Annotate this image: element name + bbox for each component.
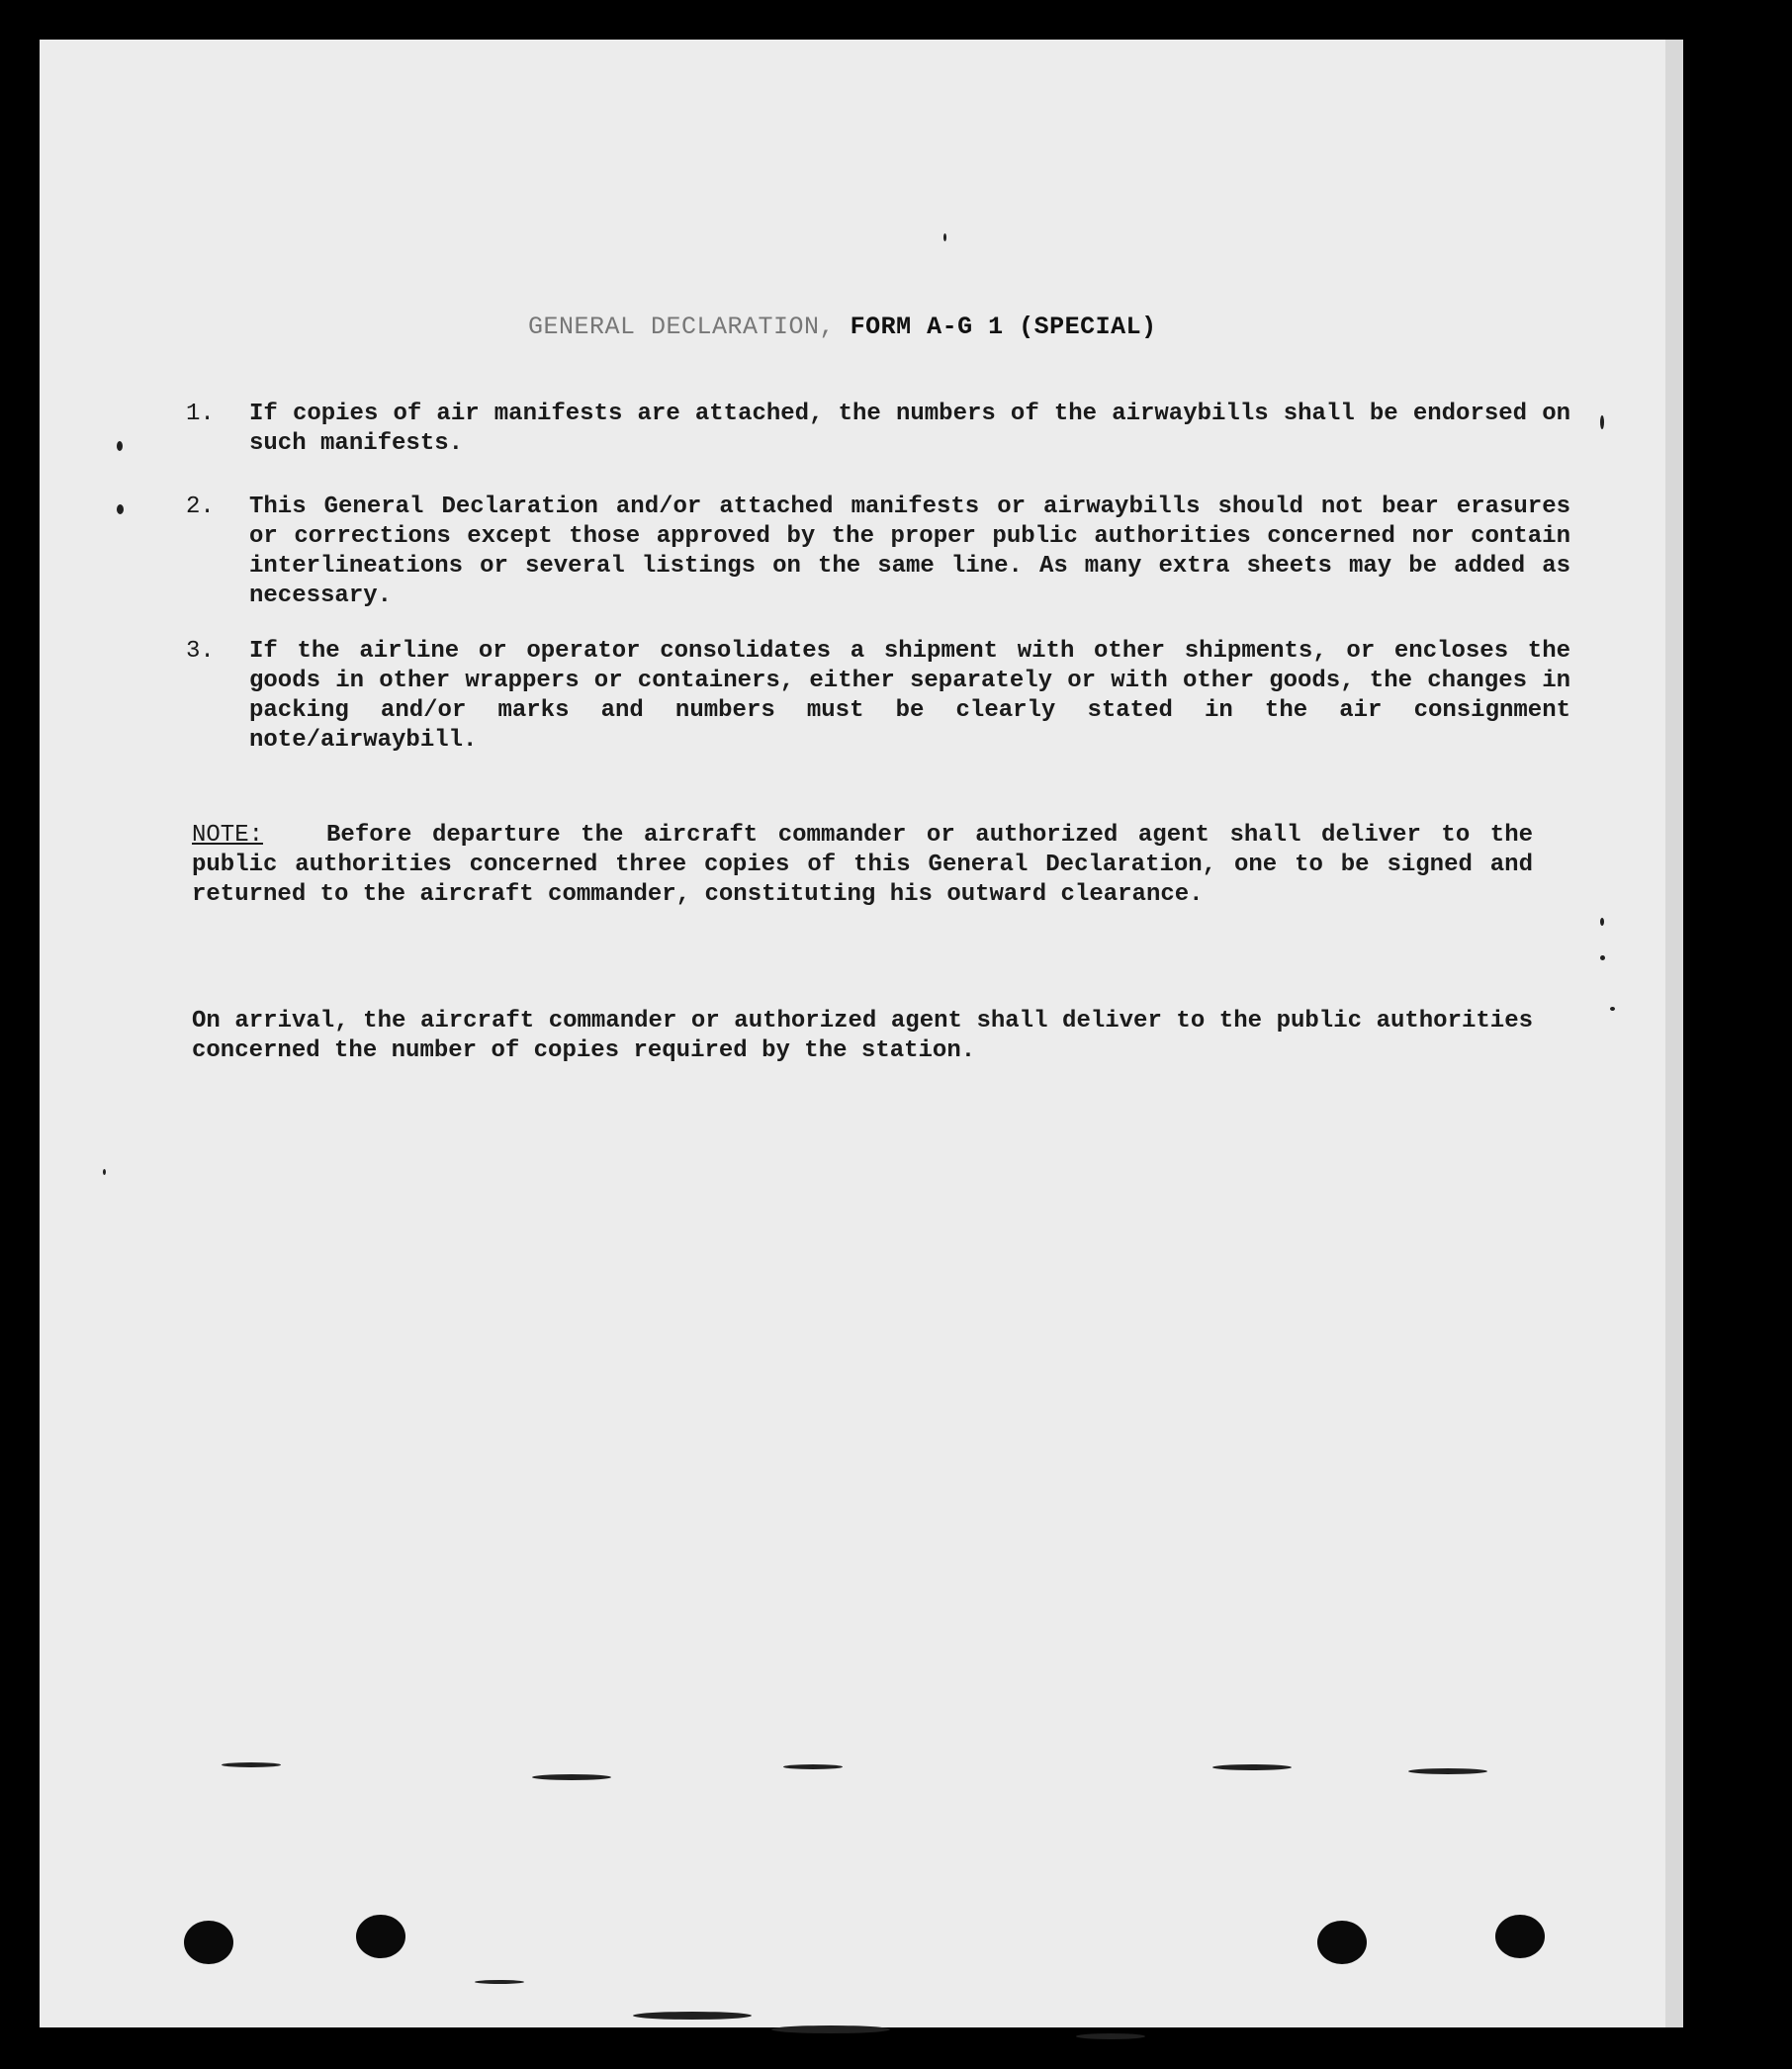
note-paragraph [192, 821, 1533, 910]
item-text: If the airline or operator consolidates a shipment with other shipments, or encloses the goods in other wrappers or containers, either separately or with other goods, the changes in packing and/or marks and numbers must be clearly stated in the air consignment note/airwaybill. [249, 638, 1570, 754]
document-page [40, 40, 1683, 2027]
speck-mark [1600, 415, 1604, 429]
punch-hole [184, 1921, 233, 1964]
punch-hole [1495, 1915, 1545, 1958]
speck-mark [1600, 918, 1604, 926]
speck-mark [117, 504, 124, 514]
speck-mark [1600, 955, 1605, 960]
item-number: 3. [186, 638, 215, 665]
speck-mark [943, 233, 946, 241]
instruction-item-3 [186, 637, 1570, 756]
punch-hole [1317, 1921, 1367, 1964]
item-text: If copies of air manifests are attached, the numbers of the airwaybills shall be endorsed on such manifests. [249, 401, 1570, 457]
speck-mark [1408, 1768, 1487, 1774]
note-text: Before departure the aircraft commander or authorized agent shall deliver to the public authorities concerned three copies of this General Declaration, one to be signed and returned to the aircraft commander, constituting his outward clearance. [192, 822, 1533, 908]
speck-mark [633, 2012, 752, 2020]
speck-mark [117, 441, 123, 451]
speck-mark [783, 1764, 843, 1769]
speck-mark [1076, 2033, 1145, 2039]
item-number: 1. [186, 401, 215, 427]
note-label: NOTE: [192, 822, 264, 849]
speck-mark [1610, 1007, 1615, 1011]
document-title [528, 313, 1157, 341]
speck-mark [103, 1169, 106, 1175]
item-number: 2. [186, 494, 215, 520]
item-text: This General Declaration and/or attached manifests or airwaybills should not bear erasures or corrections except those approved by the proper public authorities concerned nor contain interlineations or several listings on the same line. As many extra sheets may be added as necessary. [249, 494, 1570, 609]
speck-mark [771, 2025, 890, 2033]
title-faint: GENERAL DECLARATION, [528, 313, 836, 341]
instruction-item-2 [186, 493, 1570, 611]
punch-hole [356, 1915, 405, 1958]
speck-mark [475, 1980, 524, 1984]
speck-mark [222, 1762, 281, 1767]
title-bold: FORM A-G 1 (SPECIAL) [850, 313, 1157, 341]
arrival-paragraph: On arrival, the aircraft commander or authorized agent shall deliver to the public authorities concerned the number of copies required by the station. [192, 1008, 1533, 1064]
speck-mark [1212, 1764, 1292, 1770]
speck-mark [532, 1774, 611, 1780]
instruction-item-1 [186, 400, 1570, 459]
